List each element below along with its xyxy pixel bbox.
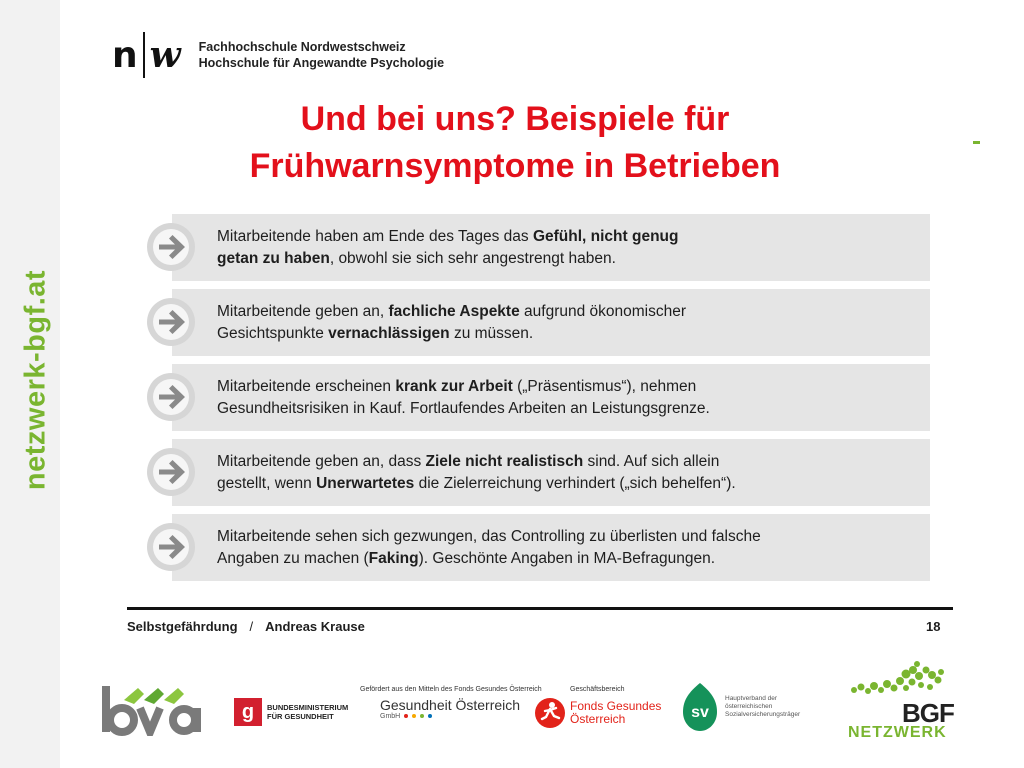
- symptom-item-segment: Mitarbeitende haben am Ende des Tages das: [217, 227, 533, 245]
- symptom-item-segment: ). Geschönte Angaben in MA-Befragungen.: [418, 549, 716, 567]
- symptom-item-segment: zu müssen.: [449, 324, 534, 342]
- fhnw-mark-n: n: [112, 34, 138, 76]
- bmg-logo-mark: g: [234, 698, 262, 726]
- page-number: 18: [926, 619, 941, 634]
- goe-logo: [380, 697, 520, 720]
- symptom-item-highlight: Ziele nicht realistisch: [425, 452, 584, 470]
- symptom-item-segment: Mitarbeitende erscheinen: [217, 377, 396, 395]
- fhnw-mark-divider: [143, 32, 145, 78]
- symptom-item-segment: Gesichtspunkte: [217, 324, 329, 342]
- bmg-logo-text: [267, 703, 348, 721]
- fgoe-line2: Österreich: [570, 712, 626, 726]
- symptom-item-text: [217, 526, 912, 570]
- sv-logo: [681, 682, 800, 732]
- symptom-item-highlight: krank zur Arbeit: [395, 377, 513, 395]
- fgoe-runner-icon: [534, 697, 566, 729]
- symptom-item-highlight: Gefühl, nicht genug: [532, 227, 679, 245]
- symptom-item: [145, 514, 930, 581]
- goe-dots: [400, 713, 432, 720]
- symptom-item: [145, 439, 930, 506]
- sv-line1: Hauptverband der: [725, 695, 778, 702]
- footer-credits: [127, 619, 365, 634]
- symptom-list: [145, 214, 930, 589]
- arrow-right-icon: [145, 221, 197, 273]
- symptom-item-text: [217, 376, 912, 420]
- symptom-item-segment: Mitarbeitende geben an,: [217, 302, 389, 320]
- sidebar: [0, 0, 60, 768]
- footer-topic: Selbstgefährdung: [127, 619, 238, 634]
- slide-title: [150, 96, 880, 190]
- fhnw-mark-w: w: [149, 34, 181, 76]
- fhnw-line1: Fachhochschule Nordwestschweiz: [198, 40, 406, 54]
- symptom-item-segment: die Zielerreichung verhindert („sich behelfen“).: [414, 474, 736, 492]
- sv-letters: sv: [691, 704, 709, 721]
- bgf-logo-big: BGF: [902, 698, 954, 728]
- bmg-line2: FÜR GESUNDHEIT: [267, 712, 334, 721]
- slide-title-line2: Frühwarnsymptome in Betrieben: [249, 147, 781, 185]
- symptom-item: [145, 289, 930, 356]
- goe-name: Gesundheit Österreich: [380, 697, 521, 713]
- bva-logo: [98, 680, 206, 736]
- fgoe-logo: [534, 697, 661, 729]
- symptom-item-segment: Mitarbeitende geben an, dass: [217, 452, 426, 470]
- fgoe-line1: Fonds Gesundes: [570, 699, 662, 713]
- symptom-item-highlight: vernachlässigen: [328, 324, 450, 342]
- sv-shield-icon: [681, 682, 719, 732]
- symptom-item-segment: („Präsentismus“), nehmen: [512, 377, 697, 395]
- sv-line2: österreichischen: [725, 703, 773, 710]
- arrow-right-icon: [145, 371, 197, 423]
- division-caption: Geschäftsbereich: [570, 686, 625, 693]
- symptom-item-text: [217, 451, 912, 495]
- fhnw-logo: [112, 32, 444, 78]
- bgf-netzwerk-logo: [846, 660, 968, 744]
- bmg-line1: BUNDESMINISTERIUM: [267, 703, 349, 712]
- symptom-item-segment: Angaben zu machen (: [217, 549, 369, 567]
- symptom-item-highlight: Faking: [368, 549, 419, 567]
- footer-rule: [127, 607, 953, 610]
- bgf-logo-small: NETZWERK: [848, 724, 947, 741]
- symptom-item-highlight: Unerwartetes: [316, 474, 415, 492]
- slide-title-line1: Und bei uns? Beispiele für: [300, 100, 730, 138]
- symptom-item-highlight: getan zu haben: [217, 249, 330, 267]
- symptom-item-text: [217, 226, 912, 270]
- symptom-item: [145, 364, 930, 431]
- symptom-item-segment: gestellt, wenn: [217, 474, 317, 492]
- symptom-item-segment: , obwohl sie sich sehr angestrengt haben.: [329, 249, 616, 267]
- footer-author: Andreas Krause: [265, 619, 365, 634]
- symptom-item-segment: Gesundheitsrisiken in Kauf. Fortlaufendes Arbeiten an Leistungsgrenze.: [217, 399, 710, 417]
- goe-sub: GmbH: [380, 713, 401, 720]
- decorative-dash: [973, 141, 980, 144]
- bmg-logo: [234, 698, 348, 726]
- symptom-item-segment: aufgrund ökonomischer: [519, 302, 687, 320]
- arrow-right-icon: [145, 446, 197, 498]
- symptom-item-segment: sind. Auf sich allein: [583, 452, 720, 470]
- symptom-item-text: [217, 301, 912, 345]
- fhnw-names: [199, 39, 444, 71]
- symptom-item-highlight: fachliche Aspekte: [388, 302, 520, 320]
- symptom-item-segment: Mitarbeitende sehen sich gezwungen, das Controlling zu überlisten und falsche: [217, 527, 761, 545]
- symptom-item: [145, 214, 930, 281]
- arrow-right-icon: [145, 296, 197, 348]
- sv-line3: Sozialversicherungsträger: [725, 711, 801, 718]
- sidebar-url-text: netzwerk-bgf.at: [19, 269, 52, 491]
- arrow-right-icon: [145, 521, 197, 573]
- fhnw-line2: Hochschule für Angewandte Psychologie: [198, 56, 445, 70]
- funded-caption: Gefördert aus den Mitteln des Fonds Gesundes Österreich: [360, 686, 542, 693]
- footer-separator: /: [249, 619, 254, 634]
- fhnw-mark: [112, 32, 181, 78]
